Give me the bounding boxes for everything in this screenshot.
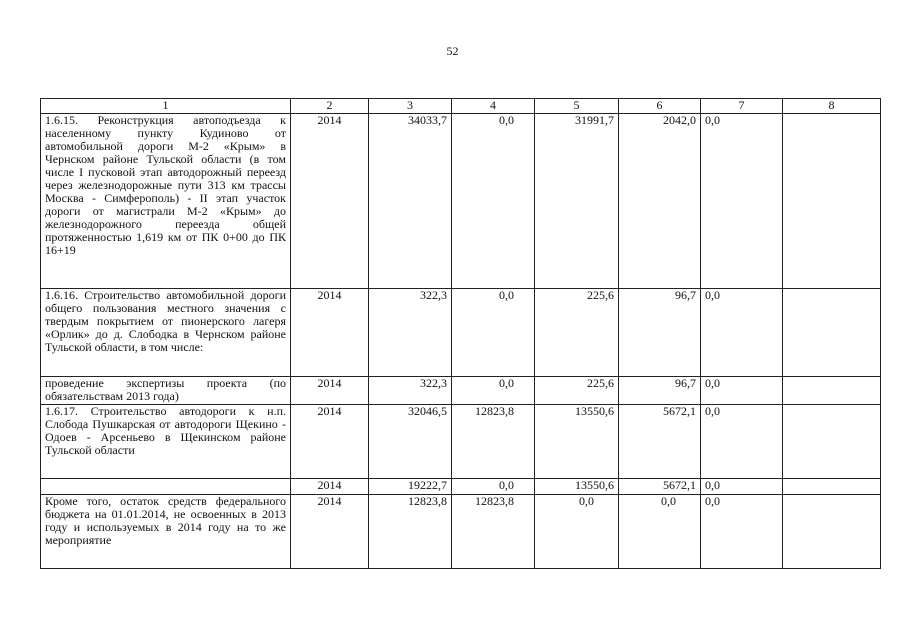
row-col-4: 0,0 [452,114,535,289]
row-col-6: 96,7 [619,289,701,377]
table-row [41,114,881,289]
row-description: 1.6.16. Строительство автомобильной дороги общего пользования местного значения с твердым покрытием от пионерского лагеря «Орлик» до д. Слободка в Чернском районе Тульской области, в том числе: [41,289,291,377]
table-header-row [41,99,881,114]
row-col-6: 5672,1 [619,405,701,479]
table-row [41,377,881,405]
table-row [41,289,881,377]
row-description: 1.6.15. Реконструкция автоподъезда к населенному пункту Кудиново от автомобильной дороги М-2 «Крым» в Чернском районе Тульской области (в том числе I пусковой этап автодорожный переезд через железнодорожные пути 313 км трассы Москва - Симферополь) - II этап участок дороги от магистрали М-2 «Крым» до железнодорожного переезда общей протяженностью 1,619 км от ПК 0+00 до ПК 16+19 [41,114,291,289]
header-col-2: 2 [291,99,369,114]
row-col-8 [783,479,881,495]
row-col-3: 32046,5 [369,405,452,479]
row-col-5: 225,6 [535,289,619,377]
row-col-5: 225,6 [535,377,619,405]
row-col-8 [783,405,881,479]
row-col-7: 0,0 [701,114,783,289]
header-col-5: 5 [535,99,619,114]
row-col-4: 0,0 [452,377,535,405]
row-col-4: 12823,8 [452,405,535,479]
table-row [41,479,881,495]
row-col-6: 0,0 [619,495,701,569]
row-col-7: 0,0 [701,479,783,495]
table-row [41,495,881,569]
row-col-3: 322,3 [369,289,452,377]
header-col-4: 4 [452,99,535,114]
row-col-6: 2042,0 [619,114,701,289]
row-col-3: 322,3 [369,377,452,405]
row-col-7: 0,0 [701,495,783,569]
row-col-3: 12823,8 [369,495,452,569]
row-year: 2014 [291,377,369,405]
row-col-4: 0,0 [452,289,535,377]
row-col-8 [783,114,881,289]
row-year: 2014 [291,405,369,479]
row-col-3: 19222,7 [369,479,452,495]
header-col-7: 7 [701,99,783,114]
row-year: 2014 [291,114,369,289]
row-col-6: 5672,1 [619,479,701,495]
row-col-7: 0,0 [701,405,783,479]
budget-table [40,98,881,569]
row-col-4: 0,0 [452,479,535,495]
row-description: проведение экспертизы проекта (по обязательствам 2013 года) [41,377,291,405]
row-col-8 [783,377,881,405]
header-col-1: 1 [41,99,291,114]
row-col-5: 0,0 [535,495,619,569]
header-col-8: 8 [783,99,881,114]
row-year: 2014 [291,479,369,495]
table-row [41,405,881,479]
page-number: 52 [446,44,459,58]
row-col-3: 34033,7 [369,114,452,289]
header-col-6: 6 [619,99,701,114]
row-col-8 [783,289,881,377]
row-description: 1.6.17. Строительство автодороги к н.п. Слобода Пушкарская от автодороги Щекино - Одоев - Арсеньево в Щекинском районе Тульской области [41,405,291,479]
row-col-7: 0,0 [701,377,783,405]
header-col-3: 3 [369,99,452,114]
row-description: Кроме того, остаток средств федерального бюджета на 01.01.2014, не освоенных в 2013 году и используемых в 2014 году на то же мероприятие [41,495,291,569]
row-col-5: 31991,7 [535,114,619,289]
row-year: 2014 [291,289,369,377]
row-col-7: 0,0 [701,289,783,377]
row-col-4: 12823,8 [452,495,535,569]
row-col-5: 13550,6 [535,479,619,495]
row-description [41,479,291,495]
row-year: 2014 [291,495,369,569]
row-col-8 [783,495,881,569]
row-col-6: 96,7 [619,377,701,405]
row-col-5: 13550,6 [535,405,619,479]
